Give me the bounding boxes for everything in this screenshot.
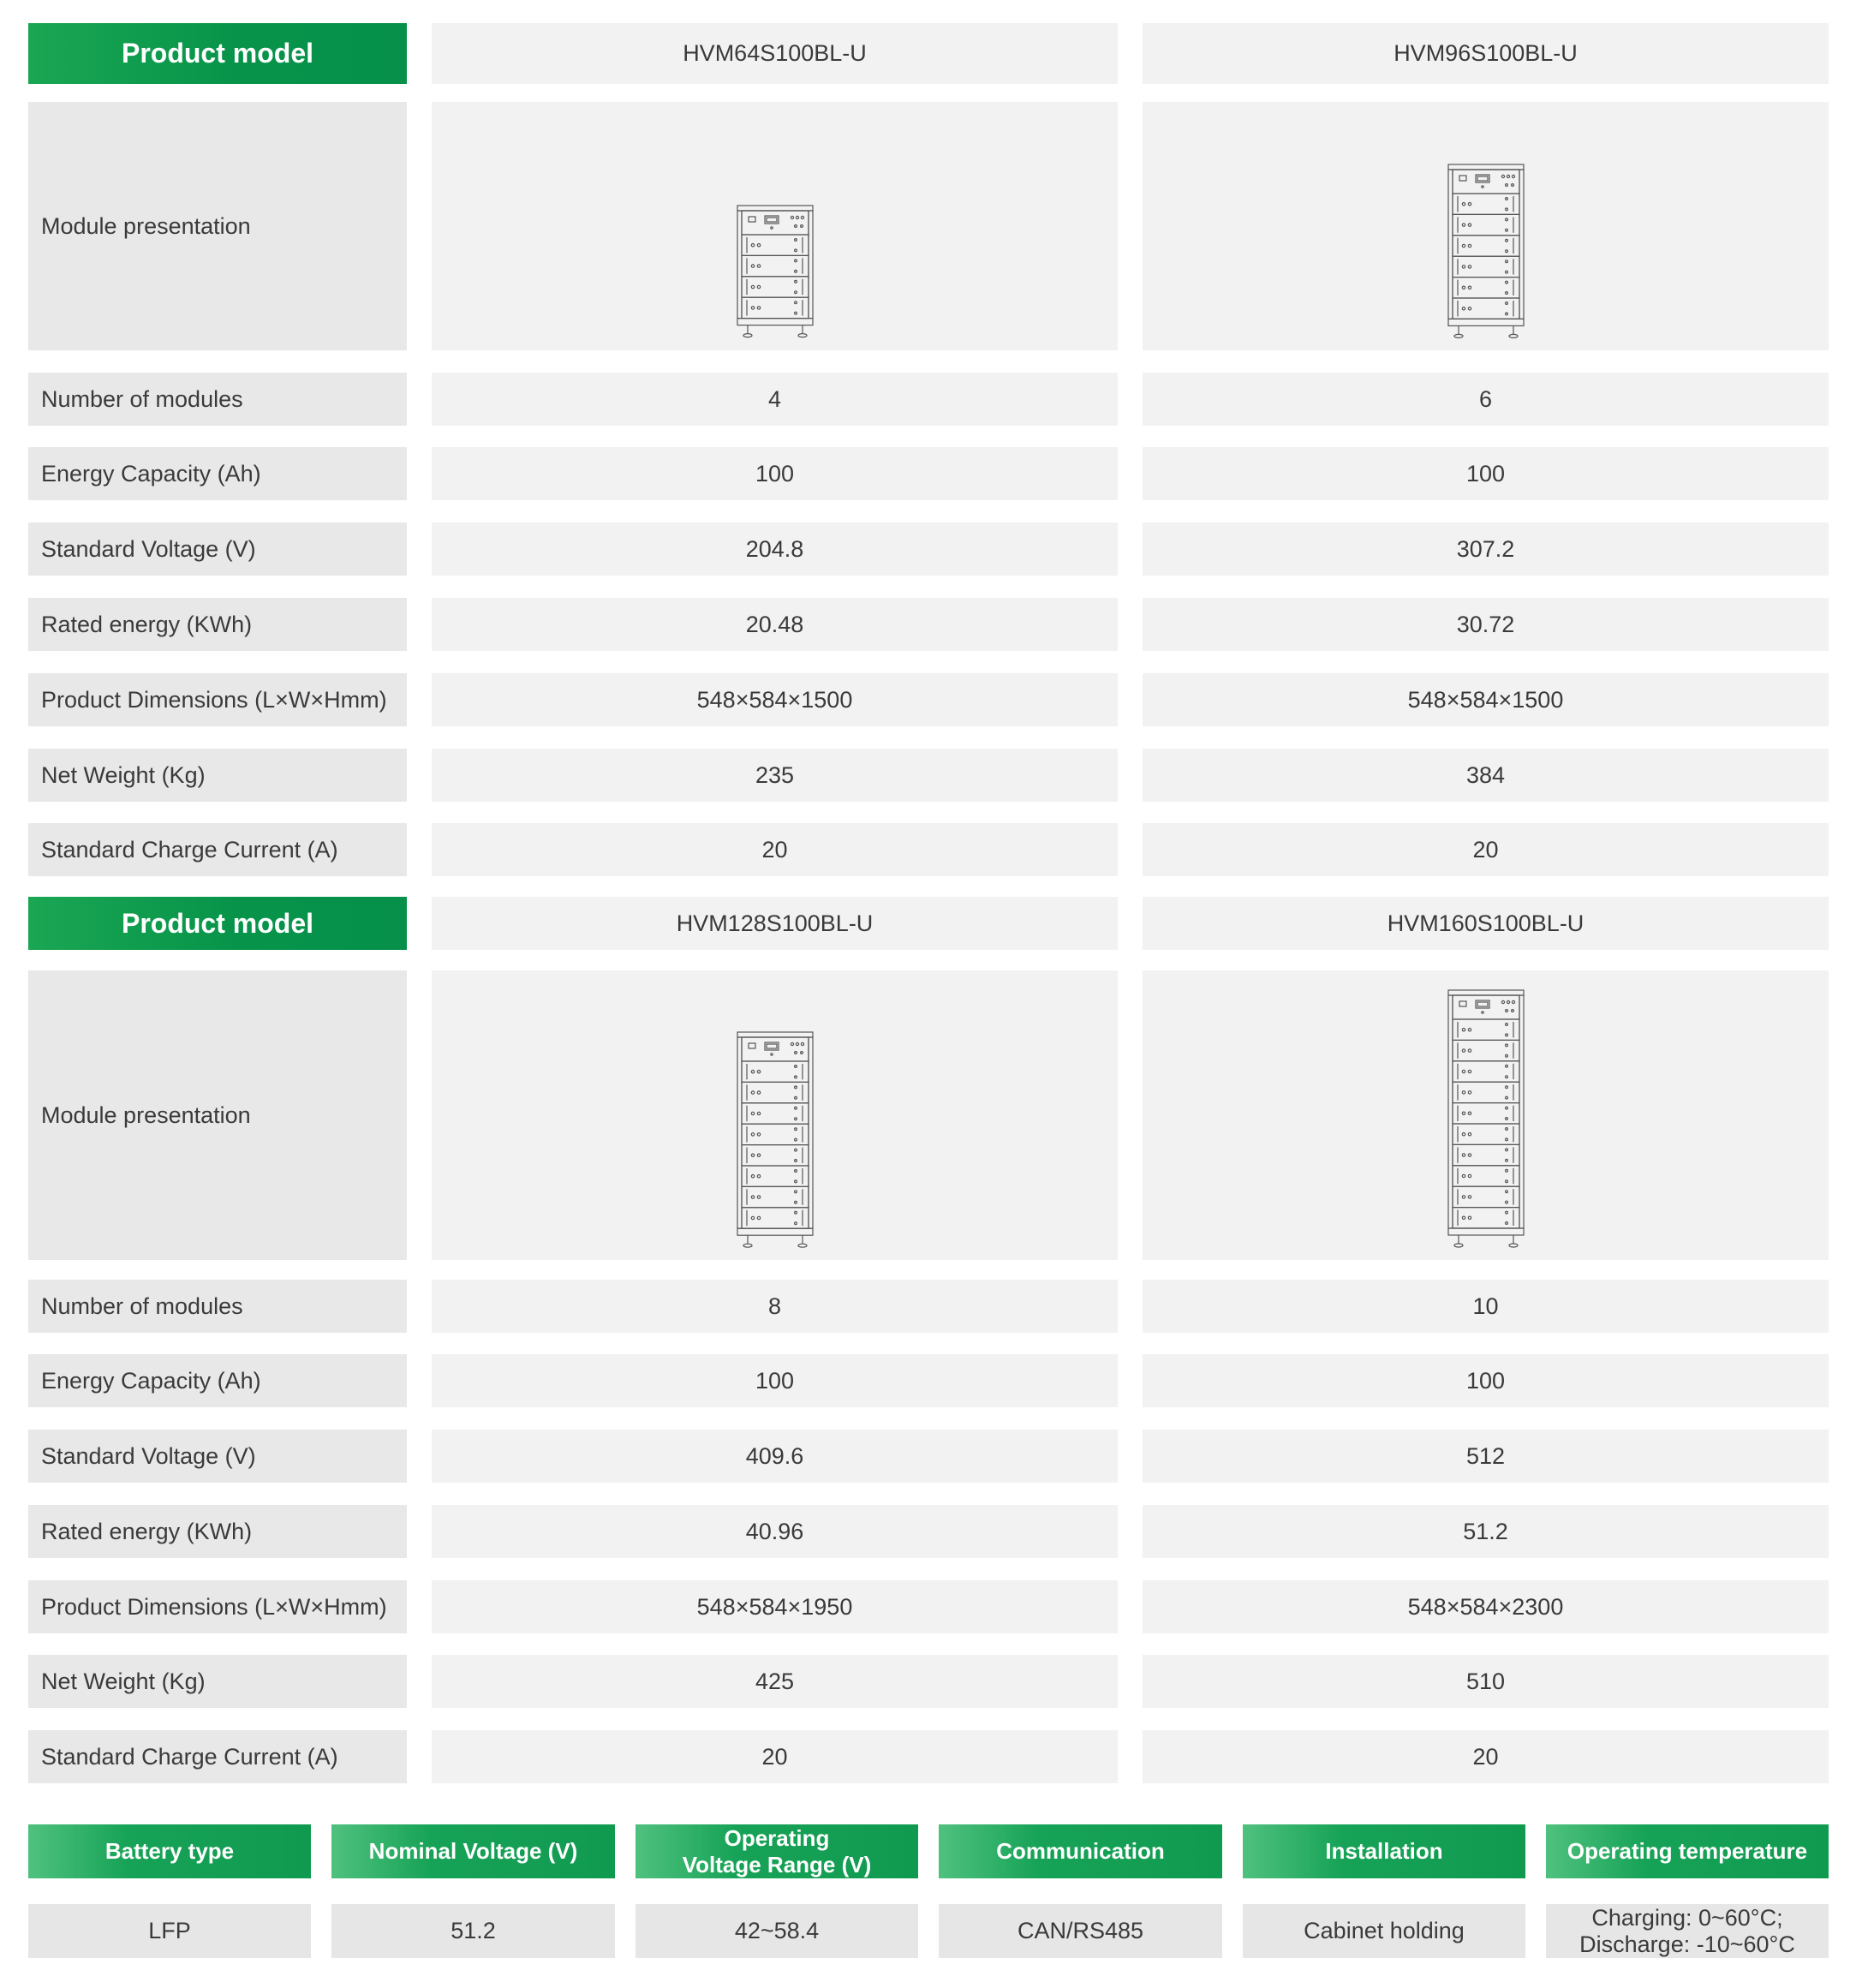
module-image-cell-2: [1143, 102, 1829, 350]
row-value: 548×584×1950: [432, 1580, 1118, 1633]
module-image-cell-4: [1143, 970, 1829, 1260]
module-image-cell-3: [432, 970, 1118, 1260]
battery-rack-6-modules-icon: [1447, 164, 1525, 338]
row-value: 30.72: [1143, 598, 1829, 651]
spec-value: CAN/RS485: [939, 1904, 1222, 1958]
row-value: 548×584×1500: [432, 673, 1118, 726]
spec-header: Communication: [939, 1824, 1222, 1878]
row-value: 20: [432, 1730, 1118, 1783]
battery-rack-4-modules-icon: [736, 205, 815, 338]
row-label: Product Dimensions (L×W×Hmm): [28, 1580, 407, 1633]
module-image-cell-1: [432, 102, 1118, 350]
row-value: 548×584×1500: [1143, 673, 1829, 726]
row-value: 51.2: [1143, 1505, 1829, 1558]
row-label: Net Weight (Kg): [28, 1655, 407, 1708]
row-label: Standard Charge Current (A): [28, 823, 407, 876]
row-label: Rated energy (KWh): [28, 598, 407, 651]
spec-header: Operating temperature: [1546, 1824, 1829, 1878]
spec-header: Installation: [1243, 1824, 1525, 1878]
row-value: 307.2: [1143, 522, 1829, 576]
row-value: 8: [432, 1280, 1118, 1333]
row-label: Number of modules: [28, 1280, 407, 1333]
row-value: 40.96: [432, 1505, 1118, 1558]
battery-rack-10-modules-icon: [1447, 989, 1525, 1248]
battery-rack-8-modules-icon: [736, 1031, 815, 1248]
row-value: 510: [1143, 1655, 1829, 1708]
row-value: 100: [1143, 1354, 1829, 1407]
row-value: 409.6: [432, 1430, 1118, 1483]
product-model-header: Product model: [28, 23, 407, 84]
spec-header: Nominal Voltage (V): [331, 1824, 615, 1878]
model-name-4: HVM160S100BL-U: [1143, 897, 1829, 950]
row-value: 10: [1143, 1280, 1829, 1333]
row-value: 100: [432, 1354, 1118, 1407]
row-value: 235: [432, 749, 1118, 802]
module-presentation-label: Module presentation: [28, 102, 407, 350]
spec-value: LFP: [28, 1904, 311, 1958]
spec-header: Battery type: [28, 1824, 311, 1878]
row-label: Rated energy (KWh): [28, 1505, 407, 1558]
row-label: Energy Capacity (Ah): [28, 1354, 407, 1407]
row-value: 20: [1143, 823, 1829, 876]
module-presentation-label: Module presentation: [28, 970, 407, 1260]
row-value: 384: [1143, 749, 1829, 802]
model-name-2: HVM96S100BL-U: [1143, 23, 1829, 84]
row-label: Net Weight (Kg): [28, 749, 407, 802]
row-value: 6: [1143, 373, 1829, 426]
row-label: Standard Charge Current (A): [28, 1730, 407, 1783]
row-value: 548×584×2300: [1143, 1580, 1829, 1633]
spec-value: Charging: 0~60°C; Discharge: -10~60°C: [1546, 1904, 1829, 1958]
row-label: Standard Voltage (V): [28, 522, 407, 576]
model-name-1: HVM64S100BL-U: [432, 23, 1118, 84]
model-name-3: HVM128S100BL-U: [432, 897, 1118, 950]
row-value: 425: [432, 1655, 1118, 1708]
row-value: 20: [1143, 1730, 1829, 1783]
row-value: 20.48: [432, 598, 1118, 651]
row-label: Number of modules: [28, 373, 407, 426]
row-label: Product Dimensions (L×W×Hmm): [28, 673, 407, 726]
row-value: 512: [1143, 1430, 1829, 1483]
row-value: 20: [432, 823, 1118, 876]
product-model-header: Product model: [28, 897, 407, 950]
spec-value: 42~58.4: [636, 1904, 918, 1958]
row-value: 4: [432, 373, 1118, 426]
row-label: Standard Voltage (V): [28, 1430, 407, 1483]
spec-value: Cabinet holding: [1243, 1904, 1525, 1958]
spec-header: Operating Voltage Range (V): [636, 1824, 918, 1878]
row-label: Energy Capacity (Ah): [28, 447, 407, 500]
row-value: 100: [432, 447, 1118, 500]
spec-value: 51.2: [331, 1904, 615, 1958]
row-value: 100: [1143, 447, 1829, 500]
row-value: 204.8: [432, 522, 1118, 576]
